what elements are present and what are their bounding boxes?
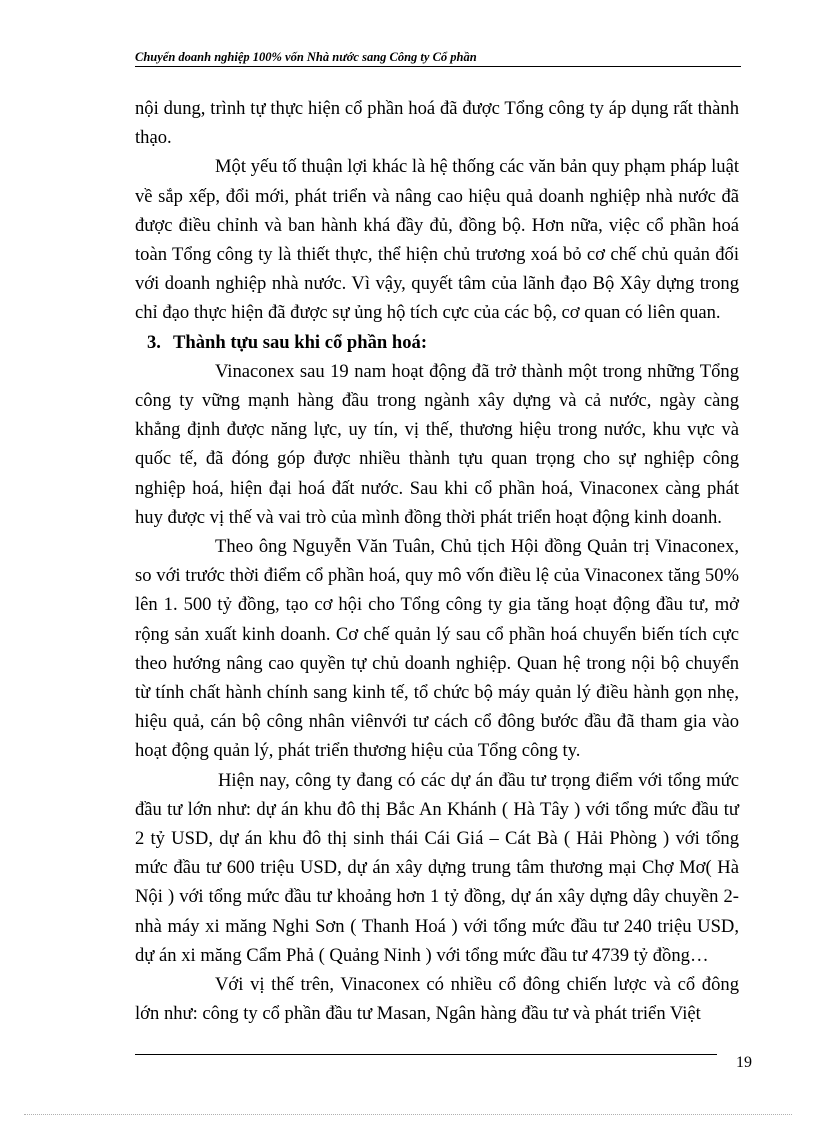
paragraph-5: Hiện nay, công ty đang có các dự án đầu tư trọng điểm với tổng mức đầu tư lớn như: dự án khu đô thị Bắc An Khánh ( Hà Tây ) với tổng mức đầu tư 2 tỷ USD, dự án khu đô thị sinh thái Cái Giá – Cát Bà ( Hải Phòng ) với tổng mức đầu tư 600 triệu USD, dự án xây dựng trung tâm thương mại Chợ Mơ( Hà Nội ) với tổng mức đầu tư khoảng hơn 1 tỷ đồng, dự án xây dựng dây chuyền 2- nhà máy xi măng Nghi Sơn ( Thanh Hoá ) với tổng mức đầu tư 240 triệu USD, dự án xi măng Cẩm Phả ( Quảng Ninh ) với tổng mức đầu tư 4739 tỷ đồng…	[135, 769, 739, 966]
page-border-dots	[24, 1114, 792, 1115]
footer-divider	[135, 1054, 717, 1055]
paragraph-2: Một yếu tố thuận lợi khác là hệ thống các văn bản quy phạm pháp luật về sắp xếp, đổi mới, phát triển và nâng cao hiệu quả doanh nghiệp nhà nước đã được điều chỉnh và ban hành khá đầy đủ, đồng bộ. Hơn nữa, việc cổ phần hoá toàn Tổng công ty là thiết thực, thể hiện chủ trương xoá bỏ cơ chế chủ quản đối với doanh nghiệp nhà nước. Vì vậy, quyết tâm của lãnh đạo Bộ Xây dựng trong chỉ đạo thực hiện đã được sự ủng hộ tích cực của các bộ, cơ quan có liên quan.	[135, 156, 739, 324]
paragraph-1: nội dung, trình tự thực hiện cổ phần hoá đã được Tổng công ty áp dụng rất thành thạo.	[135, 98, 739, 149]
section-heading-text: Thành tựu sau khi cổ phần hoá:	[173, 331, 428, 353]
paragraph-4: Theo ông Nguyễn Văn Tuân, Chủ tịch Hội đồng Quản trị Vinaconex, so với trước thời điểm cổ phần hoá, quy mô vốn điều lệ của Vinaconex tăng 50% lên 1. 500 tỷ đồng, tạo cơ hội cho Tổng công ty gia tăng hoạt động đầu tư, mở rộng sản xuất kinh doanh. Cơ chế quản lý sau cổ phần hoá chuyển biến tích cực theo hướng nâng cao quyền tự chủ doanh nghiệp. Quan hệ trong nội bộ chuyển từ tính chất hành chính sang kinh tế, tổ chức bộ máy quản lý điều hành gọn nhẹ, hiệu quả, cán bộ công nhân viênvới tư cách cổ đông bước đầu đã tham gia vào hoạt động quản lý, phát triển thương hiệu của Tổng công ty.	[135, 536, 739, 762]
section-heading	[147, 328, 739, 357]
document-body	[135, 94, 739, 1029]
header-divider	[135, 66, 741, 67]
paragraph-3: Vinaconex sau 19 nam hoạt động đã trở thành một trong những Tổng công ty vững mạnh hàng đầu trong ngành xây dựng và cả nước, ngày càng khẳng định được năng lực, uy tín, vị thế, thương hiệu trong nước, khu vực và quốc tế, đã đóng góp được nhiều thành tựu quan trọng cho sự nghiệp công nghiệp hoá, hiện đại hoá đất nước. Sau khi cổ phần hoá, Vinaconex càng phát huy được vị thế và vai trò của mình đồng thời phát triển hoạt động kinh doanh.	[135, 360, 739, 528]
running-header: Chuyển doanh nghiệp 100% vốn Nhà nước sang Công ty Cổ phần	[135, 50, 477, 64]
paragraph-6: Với vị thế trên, Vinaconex có nhiều cổ đông chiến lược và cổ đông lớn như: công ty cổ phần đầu tư Masan, Ngân hàng đầu tư và phát triển Việt	[135, 974, 739, 1025]
page-number: 19	[736, 1054, 752, 1071]
section-heading-number: 3.	[147, 331, 161, 353]
